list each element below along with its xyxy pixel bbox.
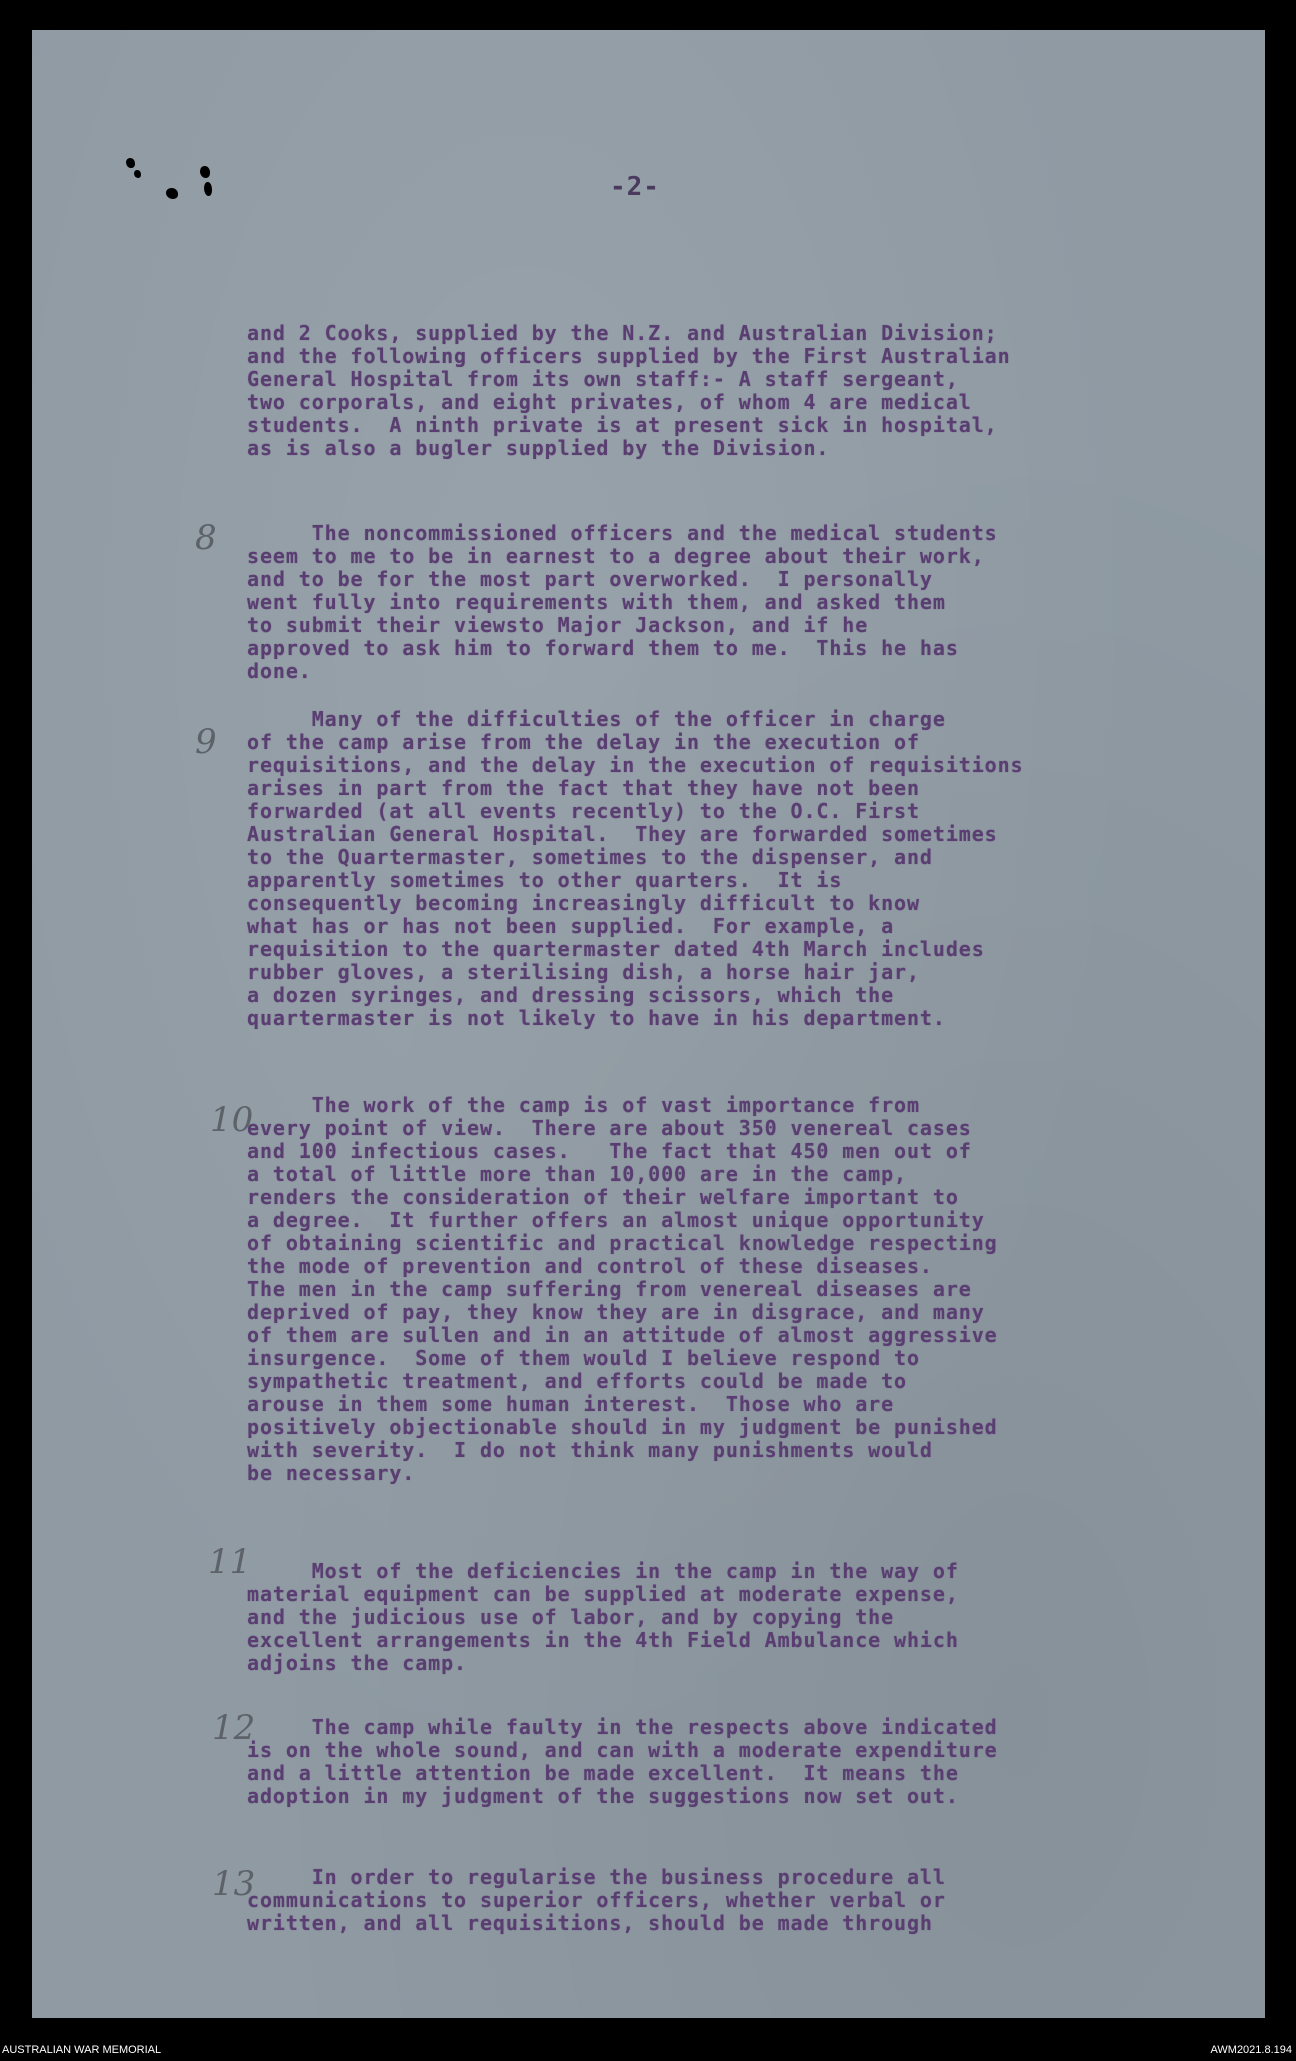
archive-reference: AWM2021.8.194 bbox=[1210, 2044, 1292, 2056]
paragraph-7: In order to regularise the business procedure all communications to superior officers, whether verbal or written, and all requisitions, should be made through bbox=[247, 1865, 946, 1935]
punch-hole-mark bbox=[200, 166, 210, 178]
punch-hole-mark bbox=[126, 158, 135, 168]
punch-hole-mark bbox=[204, 182, 212, 196]
margin-number-9: 9 bbox=[195, 722, 217, 762]
paragraph-1: and 2 Cooks, supplied by the N.Z. and Australian Division; and the following officers supplied by the First Australian General Hospital from its own staff:- A staff sergeant, two corporals, and eight privates, of whom 4 are medical students. A ninth private is at present sick in hospital, as is also a bugler supplied by the Division. bbox=[247, 321, 1011, 460]
margin-number-10: 10 bbox=[210, 1100, 254, 1140]
margin-number-12: 12 bbox=[212, 1708, 256, 1748]
margin-number-13: 13 bbox=[212, 1864, 256, 1904]
paragraph-6: The camp while faulty in the respects above indicated is on the whole sound, and can with a moderate expenditure and a little attention be made excellent. It means the adoption in my judgment of the suggestions now set out. bbox=[247, 1715, 998, 1808]
paragraph-3: Many of the difficulties of the officer in charge of the camp arise from the delay in the execution of requisitions, and the delay in the execution of requisitions arises in part from the fact that they have not been forwarded (at all events recently) to the O.C. First Australian General Hospital. They are forwarded sometimes to the Quartermaster, sometimes to the dispenser, and apparently sometimes to other quarters. It is consequently becoming increasingly difficult to know what has or has not been supplied. For example, a requisition to the quartermaster dated 4th March includes rubber gloves, a sterilising dish, a horse hair jar, a dozen syringes, and dressing scissors, which the quartermaster is not likely to have in his department. bbox=[247, 707, 1024, 1030]
punch-hole-mark bbox=[166, 188, 178, 199]
punch-hole-mark bbox=[134, 170, 141, 178]
archive-credit: AUSTRALIAN WAR MEMORIAL bbox=[2, 2044, 162, 2056]
paragraph-4: The work of the camp is of vast importance from every point of view. There are about 350 venereal cases and 100 infectious cases. The fact that 450 men out of a total of little more than 10,000 are in the camp, renders the consideration of their welfare important to a degree. It further offers an almost unique opportunity of obtaining scientific and practical knowledge respecting the mode of prevention and control of these diseases. The men in the camp suffering from venereal diseases are deprived of pay, they know they are in disgrace, and many of them are sullen and in an attitude of almost aggressive insurgence. Some of them would I believe respond to sympathetic treatment, and efforts could be made to arouse in them some human interest. Those who are positively objectionable should in my judgment be punished with severity. I do not think many punishments would be necessary. bbox=[247, 1093, 998, 1485]
document-page bbox=[32, 30, 1265, 2018]
page-number: -2- bbox=[610, 172, 660, 202]
paragraph-2: The noncommissioned officers and the medical students seem to me to be in earnest to a degree about their work, and to be for the most part overworked. I personally went fully into requirements with them, and asked them to submit their viewsto Major Jackson, and if he approved to ask him to forward them to me. This he has done. bbox=[247, 521, 998, 683]
margin-number-11: 11 bbox=[208, 1542, 252, 1582]
paragraph-5: Most of the deficiencies in the camp in the way of material equipment can be supplied at moderate expense, and the judicious use of labor, and by copying the excellent arrangements in the 4th Field Ambulance which adjoins the camp. bbox=[247, 1559, 959, 1675]
margin-number-8: 8 bbox=[195, 518, 217, 558]
